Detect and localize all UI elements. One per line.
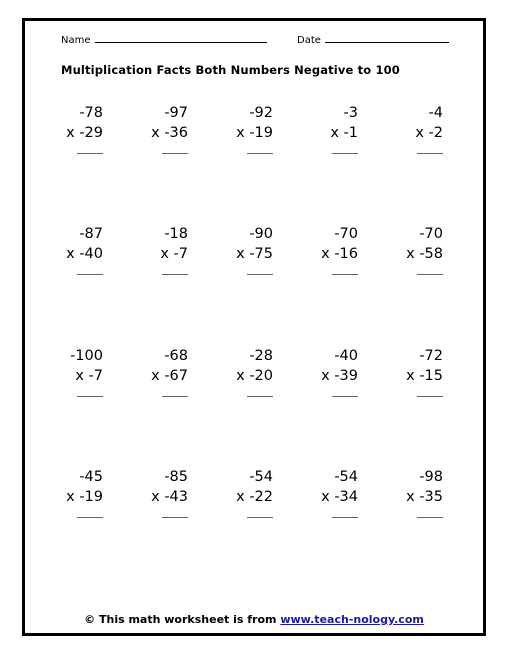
problem-top-number: -92 xyxy=(249,105,273,121)
name-line[interactable] xyxy=(95,33,267,43)
problem-multiplier: x -7 xyxy=(75,368,103,384)
problem-top-number: -70 xyxy=(419,226,443,242)
problem-top-number: -40 xyxy=(334,348,358,364)
problem xyxy=(298,467,358,518)
answer-line[interactable] xyxy=(162,386,188,397)
problem-top-number: -68 xyxy=(164,348,188,364)
problem xyxy=(298,346,358,397)
problem-top-number: -72 xyxy=(419,348,443,364)
problem-multiplier: x -16 xyxy=(321,246,358,262)
problem-multiplier: x -1 xyxy=(330,125,358,141)
answer-line[interactable] xyxy=(332,143,358,154)
problem-multiplier: x -2 xyxy=(415,125,443,141)
answer-line[interactable] xyxy=(247,386,273,397)
answer-line[interactable] xyxy=(247,507,273,518)
problem xyxy=(213,224,273,275)
footer-text: © This math worksheet is from xyxy=(84,613,277,626)
footer-link[interactable]: www.teach-nology.com xyxy=(280,613,424,626)
answer-line[interactable] xyxy=(332,507,358,518)
date-line[interactable] xyxy=(325,33,449,43)
problem xyxy=(213,346,273,397)
date-label: Date xyxy=(297,35,321,46)
answer-line[interactable] xyxy=(417,386,443,397)
problem-multiplier: x -20 xyxy=(236,368,273,384)
problem xyxy=(298,103,358,154)
answer-line[interactable] xyxy=(332,264,358,275)
problem-top-number: -45 xyxy=(79,469,103,485)
problem-top-number: -70 xyxy=(334,226,358,242)
problem-multiplier: x -22 xyxy=(236,489,273,505)
problem-top-number: -100 xyxy=(70,348,103,364)
problem xyxy=(43,224,103,275)
name-field[interactable] xyxy=(61,33,267,46)
answer-line[interactable] xyxy=(162,264,188,275)
answer-line[interactable] xyxy=(417,264,443,275)
problem-multiplier: x -43 xyxy=(151,489,188,505)
problem-top-number: -3 xyxy=(343,105,358,121)
problem xyxy=(383,346,443,397)
problem xyxy=(298,224,358,275)
problem-top-number: -28 xyxy=(249,348,273,364)
answer-line[interactable] xyxy=(77,264,103,275)
answer-line[interactable] xyxy=(162,143,188,154)
answer-line[interactable] xyxy=(162,507,188,518)
problem-multiplier: x -39 xyxy=(321,368,358,384)
answer-line[interactable] xyxy=(417,143,443,154)
problem-multiplier: x -19 xyxy=(66,489,103,505)
problem-multiplier: x -36 xyxy=(151,125,188,141)
problem-top-number: -97 xyxy=(164,105,188,121)
date-field[interactable] xyxy=(297,33,449,46)
problem-multiplier: x -67 xyxy=(151,368,188,384)
problem-multiplier: x -19 xyxy=(236,125,273,141)
problem-multiplier: x -40 xyxy=(66,246,103,262)
problem xyxy=(128,467,188,518)
problem-top-number: -54 xyxy=(249,469,273,485)
answer-line[interactable] xyxy=(332,386,358,397)
problem-multiplier: x -15 xyxy=(406,368,443,384)
problem xyxy=(213,103,273,154)
problem-multiplier: x -29 xyxy=(66,125,103,141)
problem-top-number: -98 xyxy=(419,469,443,485)
problem-multiplier: x -75 xyxy=(236,246,273,262)
problem-top-number: -54 xyxy=(334,469,358,485)
problem xyxy=(43,346,103,397)
problem-top-number: -78 xyxy=(79,105,103,121)
problem xyxy=(128,103,188,154)
worksheet-page xyxy=(22,18,486,636)
answer-line[interactable] xyxy=(417,507,443,518)
problem xyxy=(383,467,443,518)
problem xyxy=(43,467,103,518)
problem-top-number: -87 xyxy=(79,226,103,242)
problem xyxy=(128,224,188,275)
answer-line[interactable] xyxy=(247,264,273,275)
answer-line[interactable] xyxy=(77,386,103,397)
answer-line[interactable] xyxy=(247,143,273,154)
problem xyxy=(383,224,443,275)
answer-line[interactable] xyxy=(77,507,103,518)
problem-top-number: -18 xyxy=(164,226,188,242)
answer-line[interactable] xyxy=(77,143,103,154)
problem-multiplier: x -34 xyxy=(321,489,358,505)
problem-top-number: -4 xyxy=(428,105,443,121)
problem-top-number: -90 xyxy=(249,226,273,242)
problem xyxy=(43,103,103,154)
header-row xyxy=(61,33,447,47)
worksheet-title: Multiplication Facts Both Numbers Negative to 100 xyxy=(61,63,400,77)
problem xyxy=(128,346,188,397)
problem-multiplier: x -7 xyxy=(160,246,188,262)
problem-multiplier: x -58 xyxy=(406,246,443,262)
footer xyxy=(25,613,483,626)
problem-multiplier: x -35 xyxy=(406,489,443,505)
problem xyxy=(383,103,443,154)
problem xyxy=(213,467,273,518)
problem-top-number: -85 xyxy=(164,469,188,485)
name-label: Name xyxy=(61,35,91,46)
